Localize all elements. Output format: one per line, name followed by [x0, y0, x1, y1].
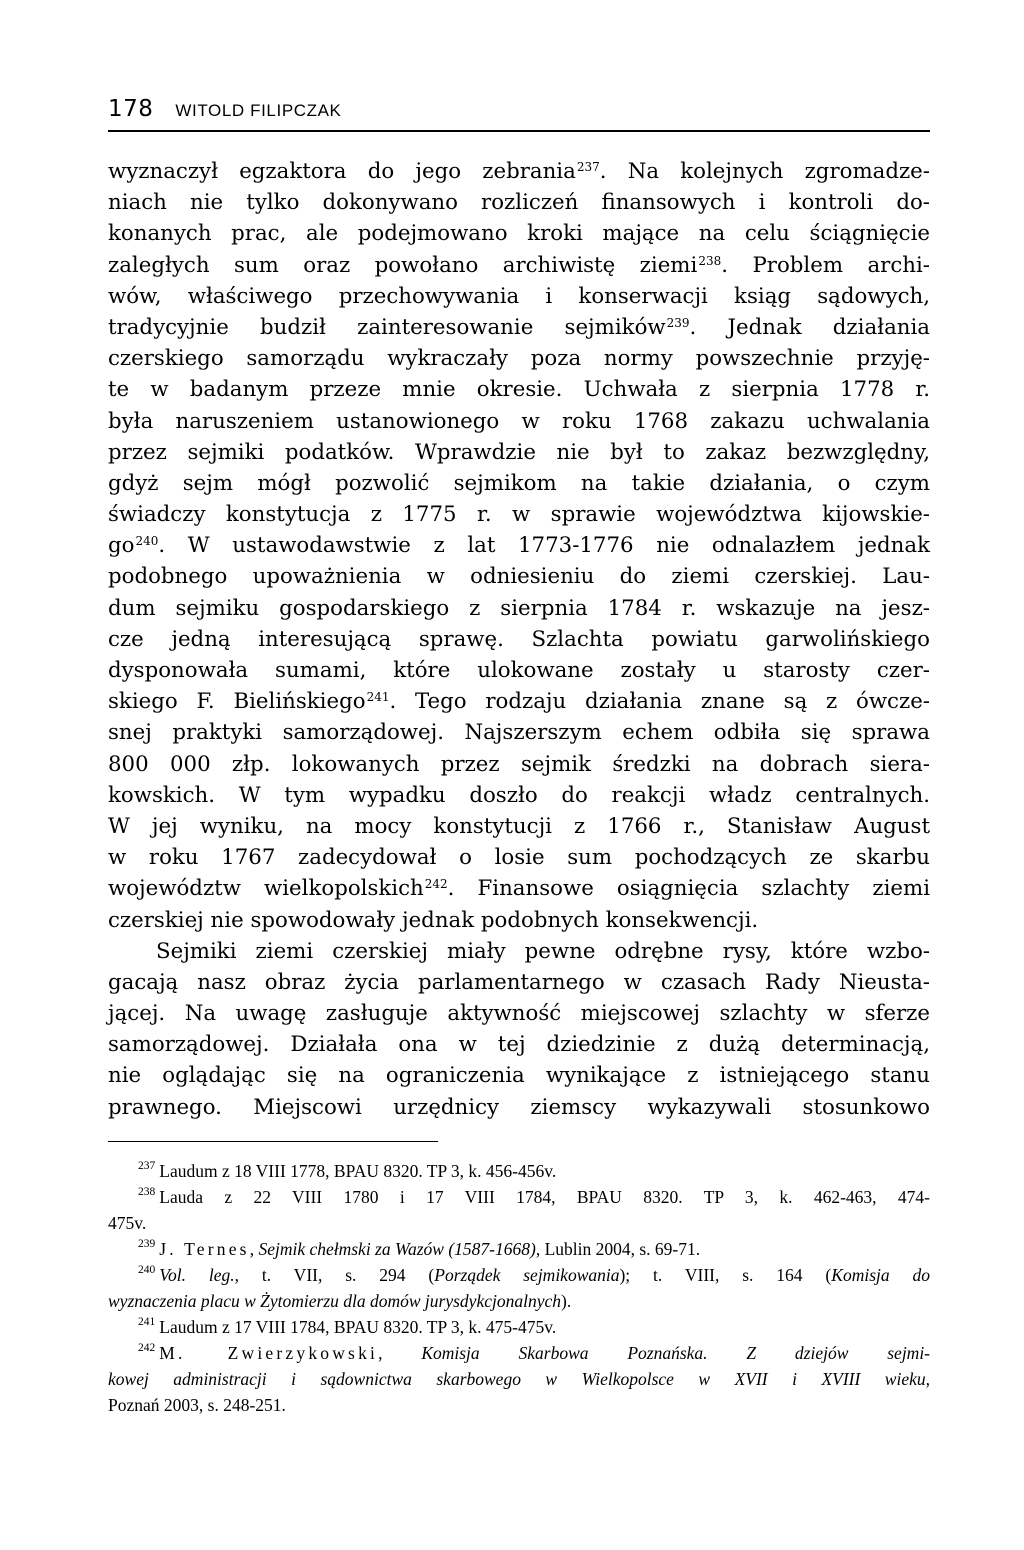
footnote: $^{242}$ M. Zwierzykowski, Komisja Skarbowa Poznańska. Z dziejów sejmi- [138, 1341, 931, 1363]
text-line: czerskiej nie spowodowały jednak podobnych konsekwencji. [108, 907, 759, 933]
text-line: świadczy konstytucja z 1775 r. w sprawie województwa kijowskie- [108, 502, 930, 528]
footnote-ref[interactable]: 239 [666, 315, 690, 330]
footnote-ref[interactable]: 237 [576, 160, 600, 174]
text-line: przez sejmiki podatków. Wprawdzie nie był to zakaz bezwzględny, [108, 439, 930, 465]
footnote-continuation: kowej administracji i sądownictwa skarbowego w Wielkopolsce w XVII i XVIII wieku, [108, 1368, 930, 1389]
footnote: $^{239}$ J. Ternes, Sejmik chełmski za Wazów (1587-1668), Lublin 2004, s. 69-71. [138, 1237, 701, 1259]
text-line: zaległych sum oraz powołano archiwistę ziemi$^{238}$. Problem archi- [108, 252, 930, 278]
text-line: cze jedną interesującą sprawę. Szlachta powiatu garwolińskiego [108, 626, 930, 652]
text-line: go$^{240}$. W ustawodawstwie z lat 1773-1776 nie odnalazłem jednak [108, 533, 930, 559]
footnote: $^{238}$ Lauda z 22 VIII 1780 i 17 VIII 1784, BPAU 8320. TP 3, k. 462-463, 474- [138, 1185, 930, 1207]
text-line: była naruszeniem ustanowionego w roku 1768 zakazu uchwalania [108, 408, 930, 434]
footnotes [108, 1158, 930, 1418]
text-line: dum sejmiku gospodarskiego z sierpnia 1784 r. wskazuje na jesz- [108, 595, 930, 621]
footnote: $^{241}$ Laudum z 17 VIII 1784, BPAU 8320. TP 3, k. 475-475v. [138, 1315, 557, 1337]
text-line: prawnego. Miejscowi urzędnicy ziemscy wykazywali stosunkowo [108, 1094, 930, 1120]
text-line: jącej. Na uwagę zasługuje aktywność miejscowej szlachty w sferze [108, 1001, 930, 1027]
text-line: gdyż sejm mógł pozwolić sejmikom na takie działania, o czym [108, 470, 930, 496]
body-text [108, 156, 930, 1123]
page [108, 96, 930, 1418]
text-line: te w badanym przeze mnie okresie. Uchwała z sierpnia 1778 r. [108, 377, 930, 403]
page-number: 178 [108, 96, 154, 122]
footnote: $^{240}$ Vol. leg., t. VII, s. 294 (Porządek sejmikowania); t. VIII, s. 164 (Komisja do [138, 1263, 930, 1285]
text-line: wów, właściwego przechowywania i konserwacji ksiąg sądowych, [108, 283, 930, 309]
text-line: W jej wyniku, na mocy konstytucji z 1766 r., Stanisław August [108, 813, 930, 839]
text-line: snej praktyki samorządowej. Najszerszym echem odbiła się sprawa [108, 720, 930, 746]
running-head: WITOLD FILIPCZAK [175, 101, 342, 120]
text-line: województw wielkopolskich$^{242}$. Finansowe osiągnięcia szlachty ziemi [108, 876, 930, 902]
footnote: $^{237}$ Laudum z 18 VIII 1778, BPAU 8320. TP 3, k. 456-456v. [138, 1159, 557, 1181]
footnote-ref[interactable]: 238 [698, 253, 722, 268]
page-header [108, 96, 930, 132]
text-line: dysponowała sumami, które ulokowane zostały u starosty czer- [108, 658, 930, 683]
text-line: podobnego upoważnienia w odniesieniu do ziemi czerskiej. Lau- [108, 564, 930, 590]
footnote-ref[interactable]: 240 [135, 534, 159, 549]
text-line: w roku 1767 zadecydował o losie sum pochodzących ze skarbu [108, 845, 930, 871]
text-line: czerskiego samorządu wykraczały poza normy powszechnie przyję- [108, 346, 930, 372]
text-line: nie oglądając się na ograniczenia wynikające z istniejącego stanu [108, 1063, 930, 1089]
footnote-continuation: 475v. [108, 1212, 147, 1233]
footnote-continuation: wyznaczenia placu w Żytomierzu dla domów jurysdykcjonalnych). [108, 1290, 572, 1311]
text-line: konanych prac, ale podejmowano kroki mające na celu ściągnięcie [108, 221, 930, 247]
text-line: niach nie tylko dokonywano rozliczeń finansowych i kontroli do- [108, 190, 930, 216]
footnote-ref[interactable]: 241 [366, 690, 390, 705]
text-line: wyznaczył egzaktora do jego zebrania$^{237}$. Na kolejnych zgromadze- [108, 159, 930, 184]
text-line: skiego F. Bielińskiego$^{241}$. Tego rodzaju działania znane są z ówcze- [108, 689, 930, 715]
footnote-divider [108, 1141, 438, 1142]
footnote-continuation: Poznań 2003, s. 248-251. [108, 1394, 286, 1415]
text-line: Sejmiki ziemi czerskiej miały pewne odrębne rysy, które wzbo- [156, 938, 930, 964]
text-line: 800 000 złp. lokowanych przez sejmik średzki na dobrach siera- [108, 751, 930, 777]
text-line: samorządowej. Działała ona w tej dziedzinie z dużą determinacją, [108, 1032, 930, 1058]
text-line: tradycyjnie budził zainteresowanie sejmików$^{239}$. Jednak działania [108, 314, 930, 340]
text-line: kowskich. W tym wypadku doszło do reakcji władz centralnych. [108, 782, 930, 808]
footnote-ref[interactable]: 242 [424, 877, 448, 892]
text-line: gacają nasz obraz życia parlamentarnego w czasach Rady Nieusta- [108, 969, 930, 995]
